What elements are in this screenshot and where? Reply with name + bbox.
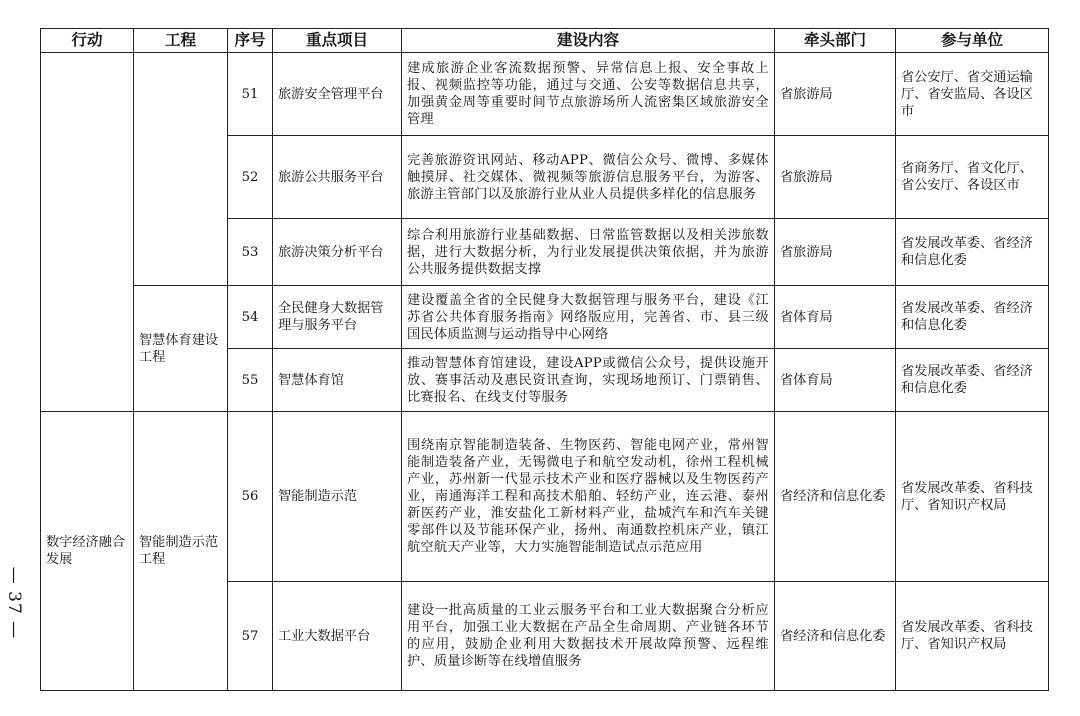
row-number: 51 — [228, 53, 273, 136]
construction-content: 完善旅游资讯网站、移动APP、微信公众号、微博、多媒体触摸屏、社交媒体、微视频等旅游信息服务平台，为游客、旅游主管部门以及旅游行业从业人员提供多样化的信息服务 — [402, 136, 775, 219]
table-header-row — [41, 29, 1049, 53]
construction-content: 建设覆盖全省的全民健身大数据管理与服务平台，建设《江苏省公共体育服务指南》网络版应用，完善省、市、县三级国民体质监测与运动指导中心网络 — [402, 286, 775, 349]
construction-content: 推动智慧体育馆建设，建设APP或微信公众号，提供设施开放、赛事活动及惠民资讯查询，实现场地预订、门票销售、比赛报名、在线支付等服务 — [402, 349, 775, 412]
key-projects-table — [40, 28, 1049, 691]
page-number — [2, 568, 26, 638]
page-number-text: — 37 — — [4, 566, 25, 640]
row-number: 52 — [228, 136, 273, 219]
participating-units: 省发展改革委、省经济和信息化委 — [896, 286, 1049, 349]
participating-units: 省发展改革委、省经济和信息化委 — [896, 219, 1049, 286]
row-number: 57 — [228, 582, 273, 691]
lead-department: 省体育局 — [775, 286, 896, 349]
participating-units: 省发展改革委、省科技厅、省知识产权局 — [896, 412, 1049, 582]
row-number: 53 — [228, 219, 273, 286]
table-row — [41, 286, 1049, 349]
lead-department: 省旅游局 — [775, 53, 896, 136]
construction-content: 围绕南京智能制造装备、生物医药、智能电网产业，常州智能制造装备产业，无锡微电子和航空发动机，徐州工程机械产业，苏州新一代显示技术产业和医疗器械以及生物医药产业，南通海洋工程和高技术船舶、轻纺产业，连云港、泰州新医药产业，淮安盐化工新材料产业，盐城汽车和汽车关键零部件以及节能环保产业，扬州、南通数控机床产业，镇江航空航天产业等，大力实施智能制造试点示范应用 — [402, 412, 775, 582]
header-content: 建设内容 — [402, 29, 775, 53]
header-number: 序号 — [228, 29, 273, 53]
table-row — [41, 412, 1049, 582]
key-item: 旅游安全管理平台 — [273, 53, 402, 136]
key-item: 全民健身大数据管理与服务平台 — [273, 286, 402, 349]
key-item: 旅游决策分析平台 — [273, 219, 402, 286]
construction-content: 综合利用旅游行业基础数据、日常监管数据以及相关涉旅数据，进行大数据分析，为行业发展提供决策依据，并为旅游公共服务提供数据支撑 — [402, 219, 775, 286]
key-item: 智慧体育馆 — [273, 349, 402, 412]
header-lead-dept: 牵头部门 — [775, 29, 896, 53]
construction-content: 建设一批高质量的工业云服务平台和工业大数据聚合分析应用平台，加强工业大数据在产品全生命周期、产业链各环节的应用，鼓励企业利用大数据技术开展故障预警、远程维护、质量诊断等在线增值服务 — [402, 582, 775, 691]
header-key-item: 重点项目 — [273, 29, 402, 53]
lead-department: 省体育局 — [775, 349, 896, 412]
action-name: 数字经济融合发展 — [41, 412, 134, 691]
header-action: 行动 — [41, 29, 134, 53]
row-number: 54 — [228, 286, 273, 349]
header-project: 工程 — [134, 29, 228, 53]
project-name: 智慧体育建设工程 — [134, 286, 228, 412]
row-number: 56 — [228, 412, 273, 582]
project-cell-continued — [134, 53, 228, 286]
row-number: 55 — [228, 349, 273, 412]
lead-department: 省旅游局 — [775, 219, 896, 286]
lead-department: 省经济和信息化委 — [775, 412, 896, 582]
lead-department: 省旅游局 — [775, 136, 896, 219]
key-item: 旅游公共服务平台 — [273, 136, 402, 219]
lead-department: 省经济和信息化委 — [775, 582, 896, 691]
participating-units: 省公安厅、省交通运输厅、省安监局、各设区市 — [896, 53, 1049, 136]
key-item: 工业大数据平台 — [273, 582, 402, 691]
action-cell-continued — [41, 53, 134, 412]
table-row — [41, 53, 1049, 136]
project-name: 智能制造示范工程 — [134, 412, 228, 691]
key-item: 智能制造示范 — [273, 412, 402, 582]
participating-units: 省发展改革委、省科技厅、省知识产权局 — [896, 582, 1049, 691]
participating-units: 省商务厅、省文化厅、省公安厅、各设区市 — [896, 136, 1049, 219]
header-partners: 参与单位 — [896, 29, 1049, 53]
participating-units: 省发展改革委、省经济和信息化委 — [896, 349, 1049, 412]
construction-content: 建成旅游企业客流数据预警、异常信息上报、安全事故上报、视频监控等功能，通过与交通、公安等数据信息共享，加强黄金周等重要时间节点旅游场所人流密集区域旅游安全管理 — [402, 53, 775, 136]
